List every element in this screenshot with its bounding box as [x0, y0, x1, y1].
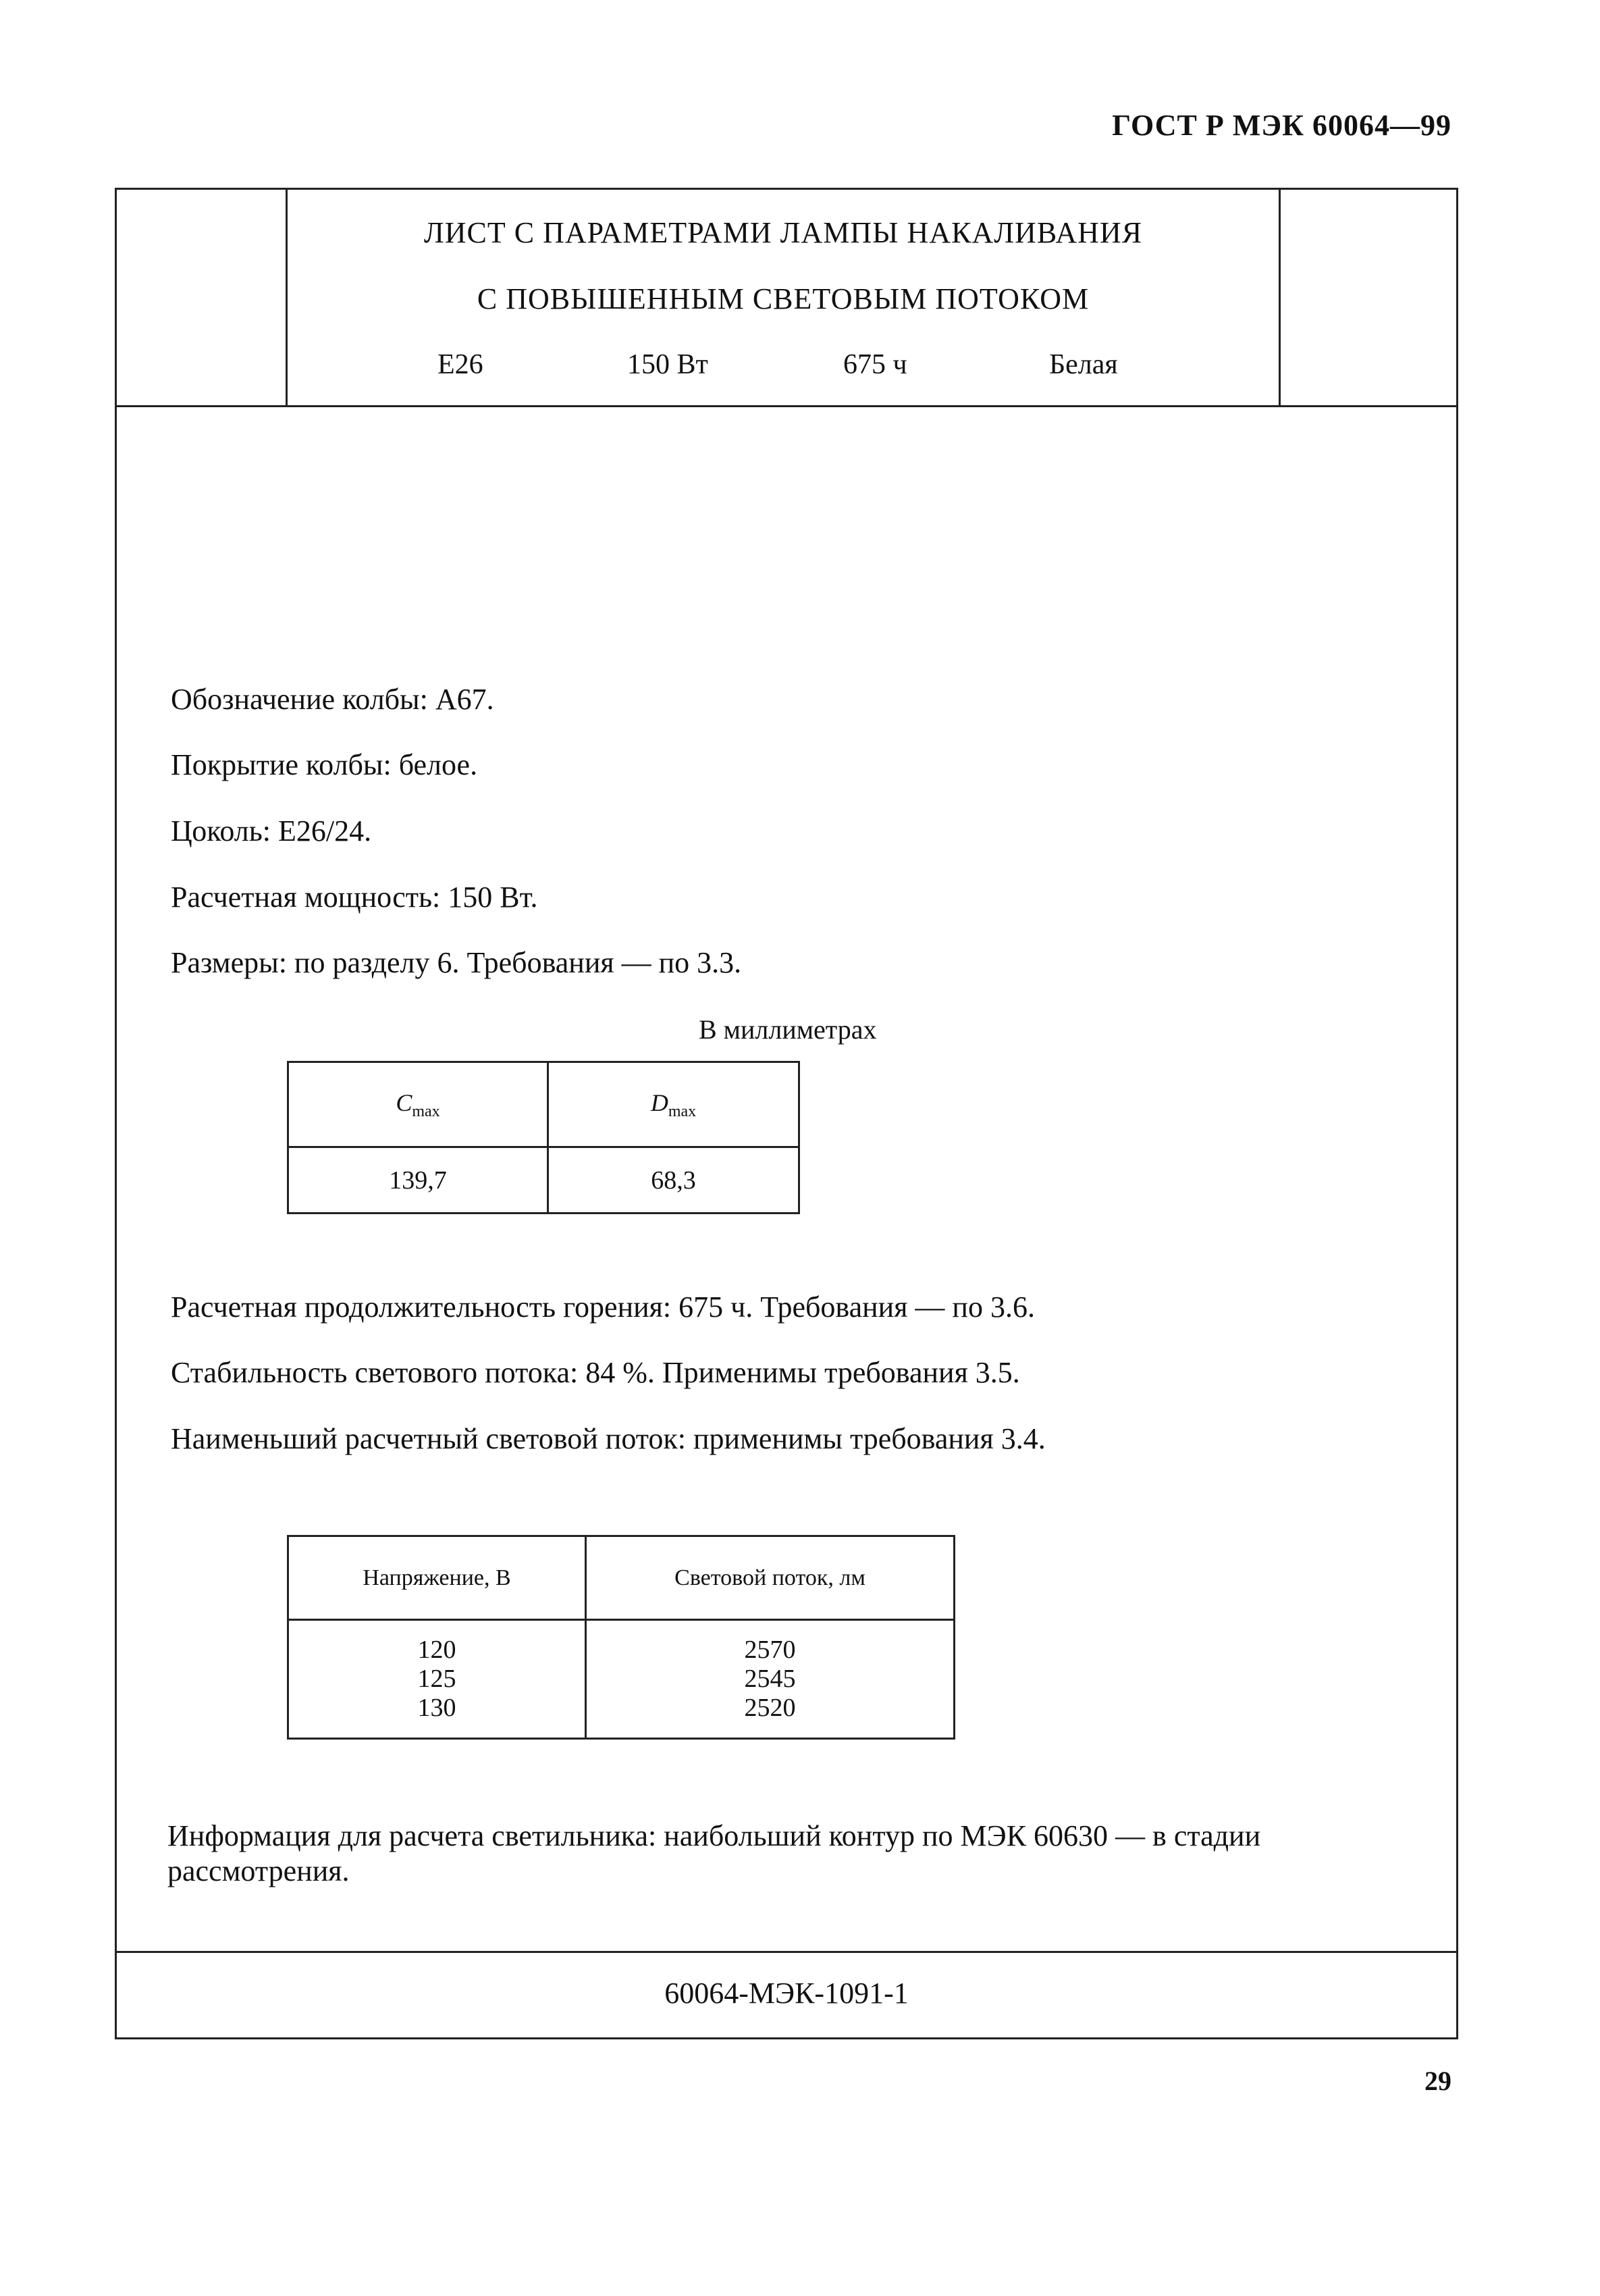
dimensions-header-row — [288, 1062, 799, 1147]
flux-values-row — [288, 1620, 955, 1739]
minimum-luminous-flux: Наименьший расчетный световой поток: применимы требования 3.4. — [171, 1422, 1046, 1455]
title-inner — [286, 190, 1281, 405]
d-max-value: 68,3 — [548, 1147, 799, 1214]
flux-header: Световой поток, лм — [586, 1536, 955, 1620]
lamp-specs-row — [288, 348, 1279, 382]
flux-values: 2570 2545 2520 — [586, 1620, 955, 1739]
bulb-designation: Обозначение колбы: A67. — [171, 683, 494, 716]
data-sheet-frame — [115, 188, 1458, 2039]
voltage-header: Напряжение, В — [288, 1536, 586, 1620]
sheet-title-line-1: ЛИСТ С ПАРАМЕТРАМИ ЛАМПЫ НАКАЛИВАНИЯ — [423, 216, 1143, 249]
page-number: 29 — [1424, 2066, 1451, 2096]
c-max-header: $C_{max}$ — [288, 1062, 548, 1147]
sheet-title-line-2: С ПОВЫШЕННЫМ СВЕТОВЫМ ПОТОКОМ — [477, 282, 1090, 315]
sheet-code: 60064-МЭК-1091-1 — [117, 1951, 1456, 2037]
dimensions-table — [287, 1061, 800, 1214]
unit-note: В миллиметрах — [699, 1014, 877, 1045]
d-max-header: $D_{max}$ — [548, 1062, 799, 1147]
voltage-values: 120 125 130 — [288, 1620, 586, 1739]
standard-designation: ГОСТ Р МЭК 60064—99 — [1112, 109, 1451, 142]
dimensions-note: Размеры: по разделу 6. Требования — по 3.3. — [171, 946, 742, 979]
flux-header-row — [288, 1536, 955, 1620]
spec-finish: Белая — [1049, 349, 1118, 380]
dimensions-value-row — [288, 1147, 799, 1214]
title-block — [117, 190, 1456, 407]
lumen-maintenance: Стабильность светового потока: 84 %. Применимы требования 3.5. — [171, 1356, 1020, 1389]
c-max-value: 139,7 — [288, 1147, 548, 1214]
lamp-base: Цоколь: E26/24. — [171, 814, 372, 847]
rated-life: Расчетная продолжительность горения: 675 ч. Требования — по 3.6. — [171, 1290, 1035, 1324]
spec-power: 150 Вт — [627, 349, 708, 380]
luminaire-design-info: Информация для расчета светильника: наибольший контур по МЭК 60630 — в стадии рассмотрения. — [167, 1819, 1261, 1887]
spec-life: 675 ч — [843, 349, 907, 380]
spec-cap: E26 — [437, 349, 483, 380]
bulb-coating: Покрытие колбы: белое. — [171, 748, 478, 781]
rated-power: Расчетная мощность: 150 Вт. — [171, 881, 538, 914]
luminous-flux-table — [287, 1535, 955, 1740]
